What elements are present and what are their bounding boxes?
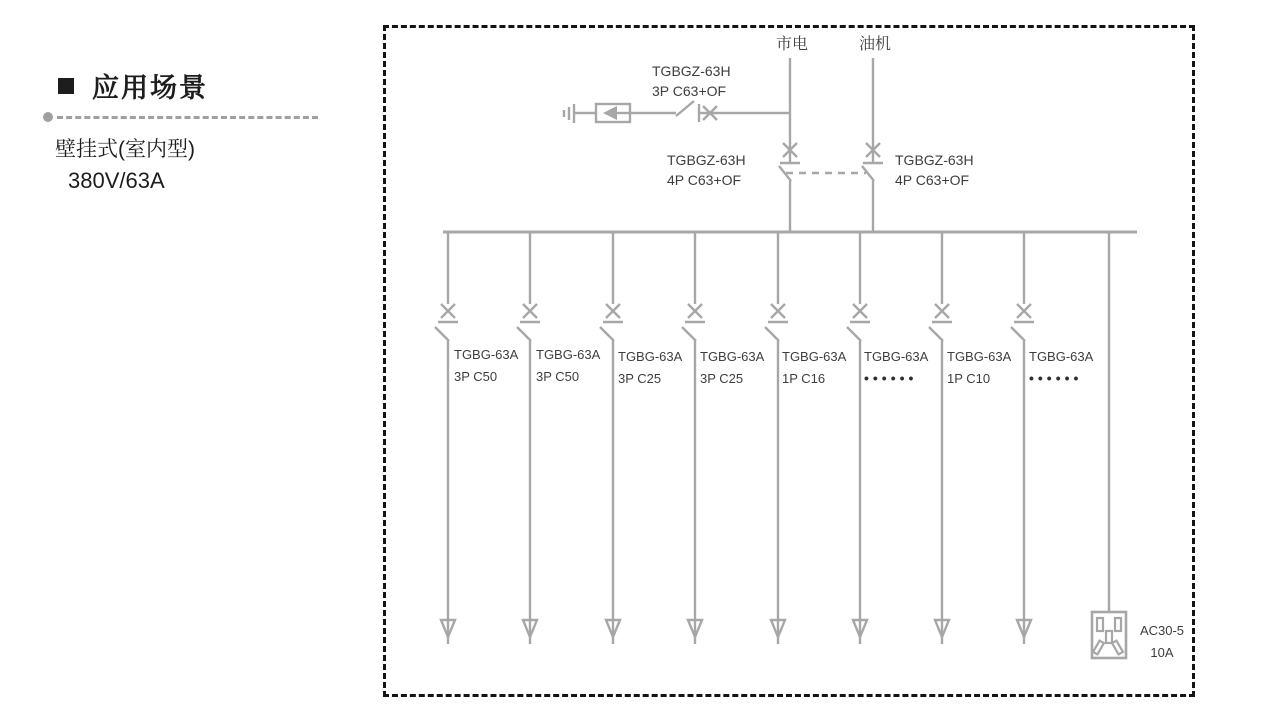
socket-model: AC30-5 bbox=[1139, 623, 1185, 638]
transfer-breaker-label-left bbox=[667, 150, 746, 190]
section-title: 应用场景 bbox=[92, 73, 208, 103]
transfer-breaker-label-right bbox=[895, 150, 974, 190]
branch-label-4 bbox=[700, 348, 764, 388]
branch-model: TGBG-63A bbox=[536, 347, 601, 362]
generator-transfer-breaker bbox=[862, 58, 883, 232]
branch-model: TGBG-63A bbox=[454, 347, 519, 362]
branch-label-1 bbox=[454, 346, 518, 386]
voltage-spec-label: 380V/63A bbox=[68, 168, 165, 193]
branch-model: TGBG-63A bbox=[618, 349, 683, 364]
mount-type-label: 壁挂式(室内型) bbox=[55, 138, 195, 161]
transfer-breaker-rating: 4P C63+OF bbox=[895, 172, 970, 188]
branch-label-6 bbox=[864, 348, 928, 386]
branch-model: TGBG-63A bbox=[864, 349, 929, 364]
surge-protector-branch bbox=[564, 101, 790, 123]
branch-label-7 bbox=[947, 348, 1011, 388]
source-label-mains: 市电 bbox=[776, 36, 809, 53]
branch-model: TGBG-63A bbox=[700, 349, 765, 364]
branch-model: TGBG-63A bbox=[947, 349, 1012, 364]
source-label-generator: 油机 bbox=[859, 36, 892, 53]
branch-rating: 1P C10 bbox=[947, 371, 991, 386]
branch-rating-dots: •••••• bbox=[864, 370, 918, 386]
branch-rating: 3P C25 bbox=[700, 371, 744, 386]
spd-breaker-label bbox=[652, 61, 731, 101]
spd-breaker-rating: 3P C63+OF bbox=[652, 83, 727, 99]
transfer-breaker-rating: 4P C63+OF bbox=[667, 172, 742, 188]
branch-label-5 bbox=[782, 348, 846, 388]
branch-rating: 3P C50 bbox=[454, 369, 498, 384]
branch-model: TGBG-63A bbox=[782, 349, 847, 364]
socket-rating: 10A bbox=[1150, 645, 1174, 660]
branch-label-2 bbox=[536, 346, 600, 386]
transfer-breaker-model: TGBGZ-63H bbox=[667, 152, 746, 168]
feeder-branches bbox=[435, 232, 1034, 644]
socket-label bbox=[1130, 620, 1194, 664]
branch-rating: 3P C50 bbox=[536, 369, 580, 384]
spd-breaker-model: TGBGZ-63H bbox=[652, 63, 731, 79]
branch-rating: 1P C16 bbox=[782, 371, 826, 386]
branch-model: TGBG-63A bbox=[1029, 349, 1094, 364]
branch-label-3 bbox=[618, 348, 682, 388]
mains-transfer-breaker bbox=[779, 58, 800, 232]
transfer-breaker-model: TGBGZ-63H bbox=[895, 152, 974, 168]
socket-icon bbox=[1092, 612, 1126, 658]
branch-label-8 bbox=[1029, 348, 1093, 386]
branch-rating: 3P C25 bbox=[618, 371, 662, 386]
branch-rating-dots: •••••• bbox=[1029, 370, 1083, 386]
